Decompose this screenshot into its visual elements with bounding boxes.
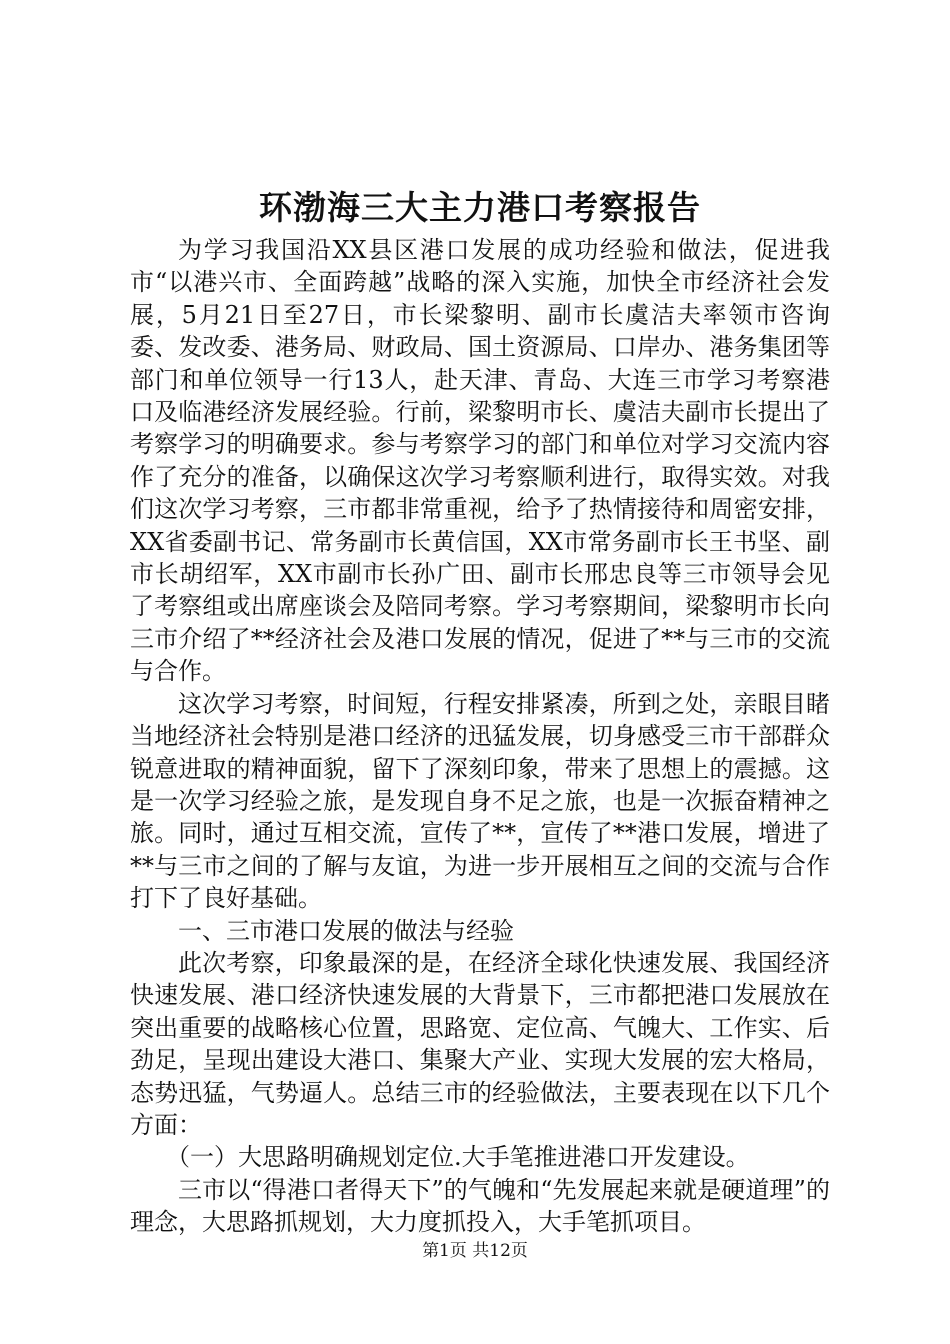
subsection-heading: （一）大思路明确规划定位.大手笔推进港口开发建设。 [166,1143,750,1172]
document-page [130,186,830,1239]
body-paragraph: 三市以“得港口者得天下”的气魄和“先发展起来就是硬道理”的理念，大思路抓规划，大力度抓投入，大手笔抓项目。 [130,1175,830,1237]
body-paragraph: 这次学习考察，时间短，行程安排紧凑，所到之处，亲眼目睹当地经济社会特别是港口经济的迅猛发展，切身感受三市干部群众锐意进取的精神面貌，留下了深刻印象，带来了思想上的震撼。这是一次学习经验之旅，是发现自身不足之旅，也是一次振奋精神之旅。同时，通过互相交流，宣传了**，宣传了**港口发展，增进了**与三市之间的了解与友谊，为进一步开展相互之间的交流与合作打下了良好基础。 [130,689,830,913]
body-paragraph: 此次考察，印象最深的是，在经济全球化快速发展、我国经济快速发展、港口经济快速发展的大背景下，三市都把港口发展放在突出重要的战略核心位置，思路宽、定位高、气魄大、工作实、后劲足，呈现出建设大港口、集聚大产业、实现大发展的宏大格局，态势迅猛，气势逼人。总结三市的经验做法，主要表现在以下几个方面： [130,948,830,1139]
section-heading: 一、三市港口发展的做法与经验 [178,916,514,945]
body-paragraph: 为学习我国沿XX县区港口发展的成功经验和做法，促进我市“以港兴市、全面跨越”战略的深入实施，加快全市经济社会发展，5月21日至27日，市长梁黎明、副市长虞洁夫率领市咨询委、发改委、港务局、财政局、国土资源局、口岸办、港务集团等部门和单位领导一行13人，赴天津、青岛、大连三市学习考察港口及临港经济发展经验。行前，梁黎明市长、虞洁夫副市长提出了考察学习的明确要求。参与考察学习的部门和单位对学习交流内容作了充分的准备，以确保这次学习考察顺利进行，取得实效。对我们这次学习考察，三市都非常重视，给予了热情接待和周密安排，XX省委副书记、常务副市长黄信国，XX市常务副市长王书坚、副市长胡绍军，XX市副市长孙广田、副市长邢忠良等三市领导会见了考察组或出席座谈会及陪同考察。学习考察期间，梁黎明市长向三市介绍了**经济社会及港口发展的情况，促进了**与三市的交流与合作。 [130,236,830,686]
document-title: 环渤海三大主力港口考察报告 [259,188,701,227]
page-footer: 第1页 共12页 [422,1241,528,1261]
